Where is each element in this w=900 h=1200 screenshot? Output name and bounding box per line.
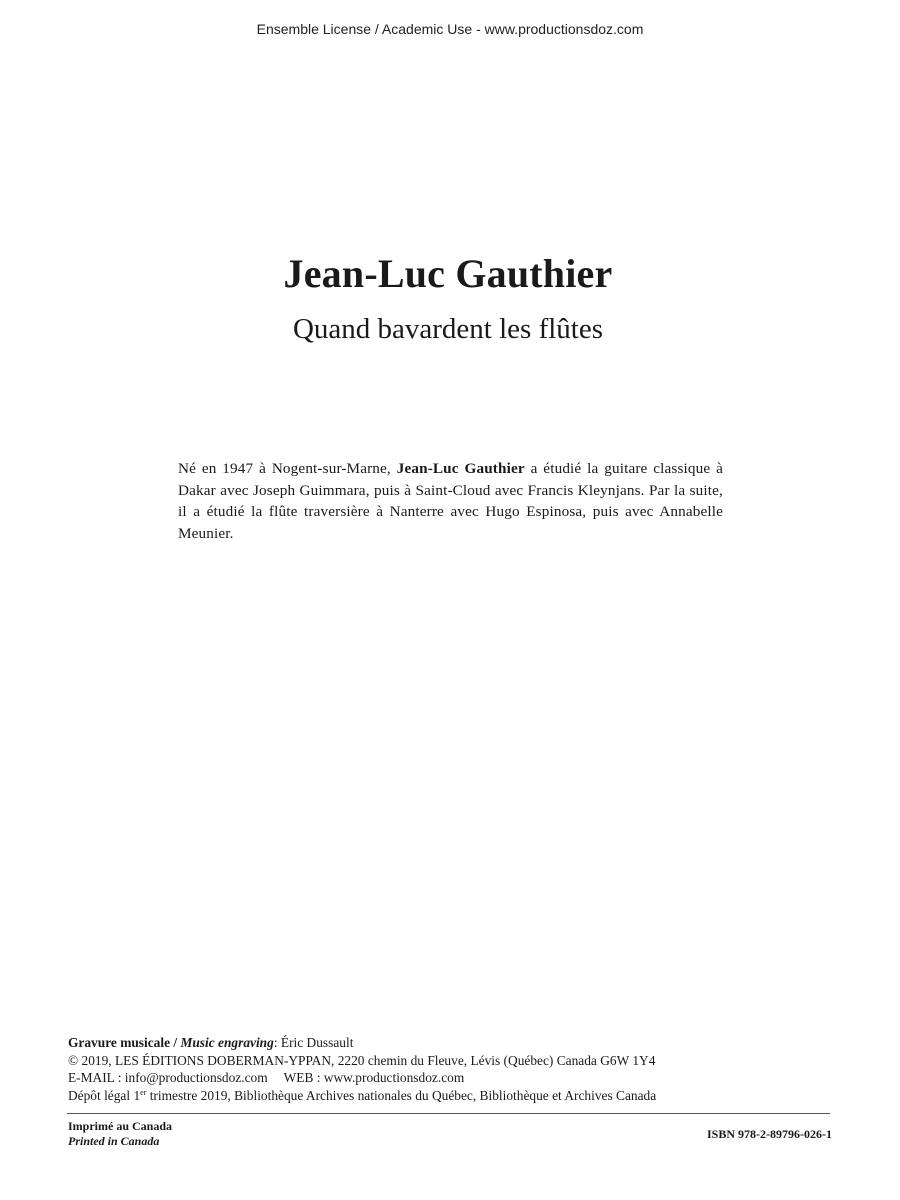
colophon (68, 1034, 768, 1104)
bio-text-rest: a étudié la guitare classique à Dakar avec Joseph Guimmara, puis à Saint-Cloud avec Francis Kleynjans. Par la suite, il a étudié la flûte traversière à Nanterre avec Hugo Espinosa, puis avec Annabelle Meunier. (178, 460, 724, 542)
contact-line (68, 1069, 768, 1087)
copyright-line: © 2019, LES ÉDITIONS DOBERMAN-YPPAN, 2220 chemin du Fleuve, Lévis (Québec) Canada G6W 1Y4 (68, 1052, 656, 1068)
engraving-separator: : (273, 1035, 281, 1050)
engraving-label-en: Music engraving (180, 1035, 274, 1050)
engraver-name: Éric Dussault (280, 1035, 354, 1050)
bio-composer-name: Jean-Luc Gauthier (396, 460, 525, 477)
email-text: E-MAIL : info@productionsdoz.com (68, 1070, 268, 1085)
printed-in (68, 1119, 172, 1149)
engraving-credit (68, 1034, 768, 1052)
legal-deposit-prefix: Dépôt légal 1 (68, 1087, 141, 1103)
work-title: Quand bavardent les flûtes (292, 313, 604, 345)
composer-name: Jean-Luc Gauthier (283, 251, 613, 296)
bio-text-start: Né en 1947 à Nogent-sur-Marne, (178, 460, 397, 477)
legal-deposit-suffix: trimestre 2019, Bibliothèque Archives nationales du Québec, Bibliothèque et Archives Canada (146, 1087, 657, 1103)
license-header: Ensemble License / Academic Use - www.productionsdoz.com (256, 21, 644, 37)
engraving-label-fr: Gravure musicale / (68, 1035, 181, 1050)
legal-deposit-line (68, 1087, 768, 1105)
footer-divider (67, 1113, 830, 1114)
legal-deposit-ordinal: er (140, 1087, 147, 1097)
isbn: ISBN 978-2-89796-026-1 (707, 1127, 832, 1141)
web-text: WEB : www.productionsdoz.com (283, 1070, 465, 1085)
printed-en: Printed in Canada (68, 1134, 160, 1148)
printed-fr: Imprimé au Canada (68, 1119, 173, 1133)
biography-paragraph (178, 458, 723, 544)
